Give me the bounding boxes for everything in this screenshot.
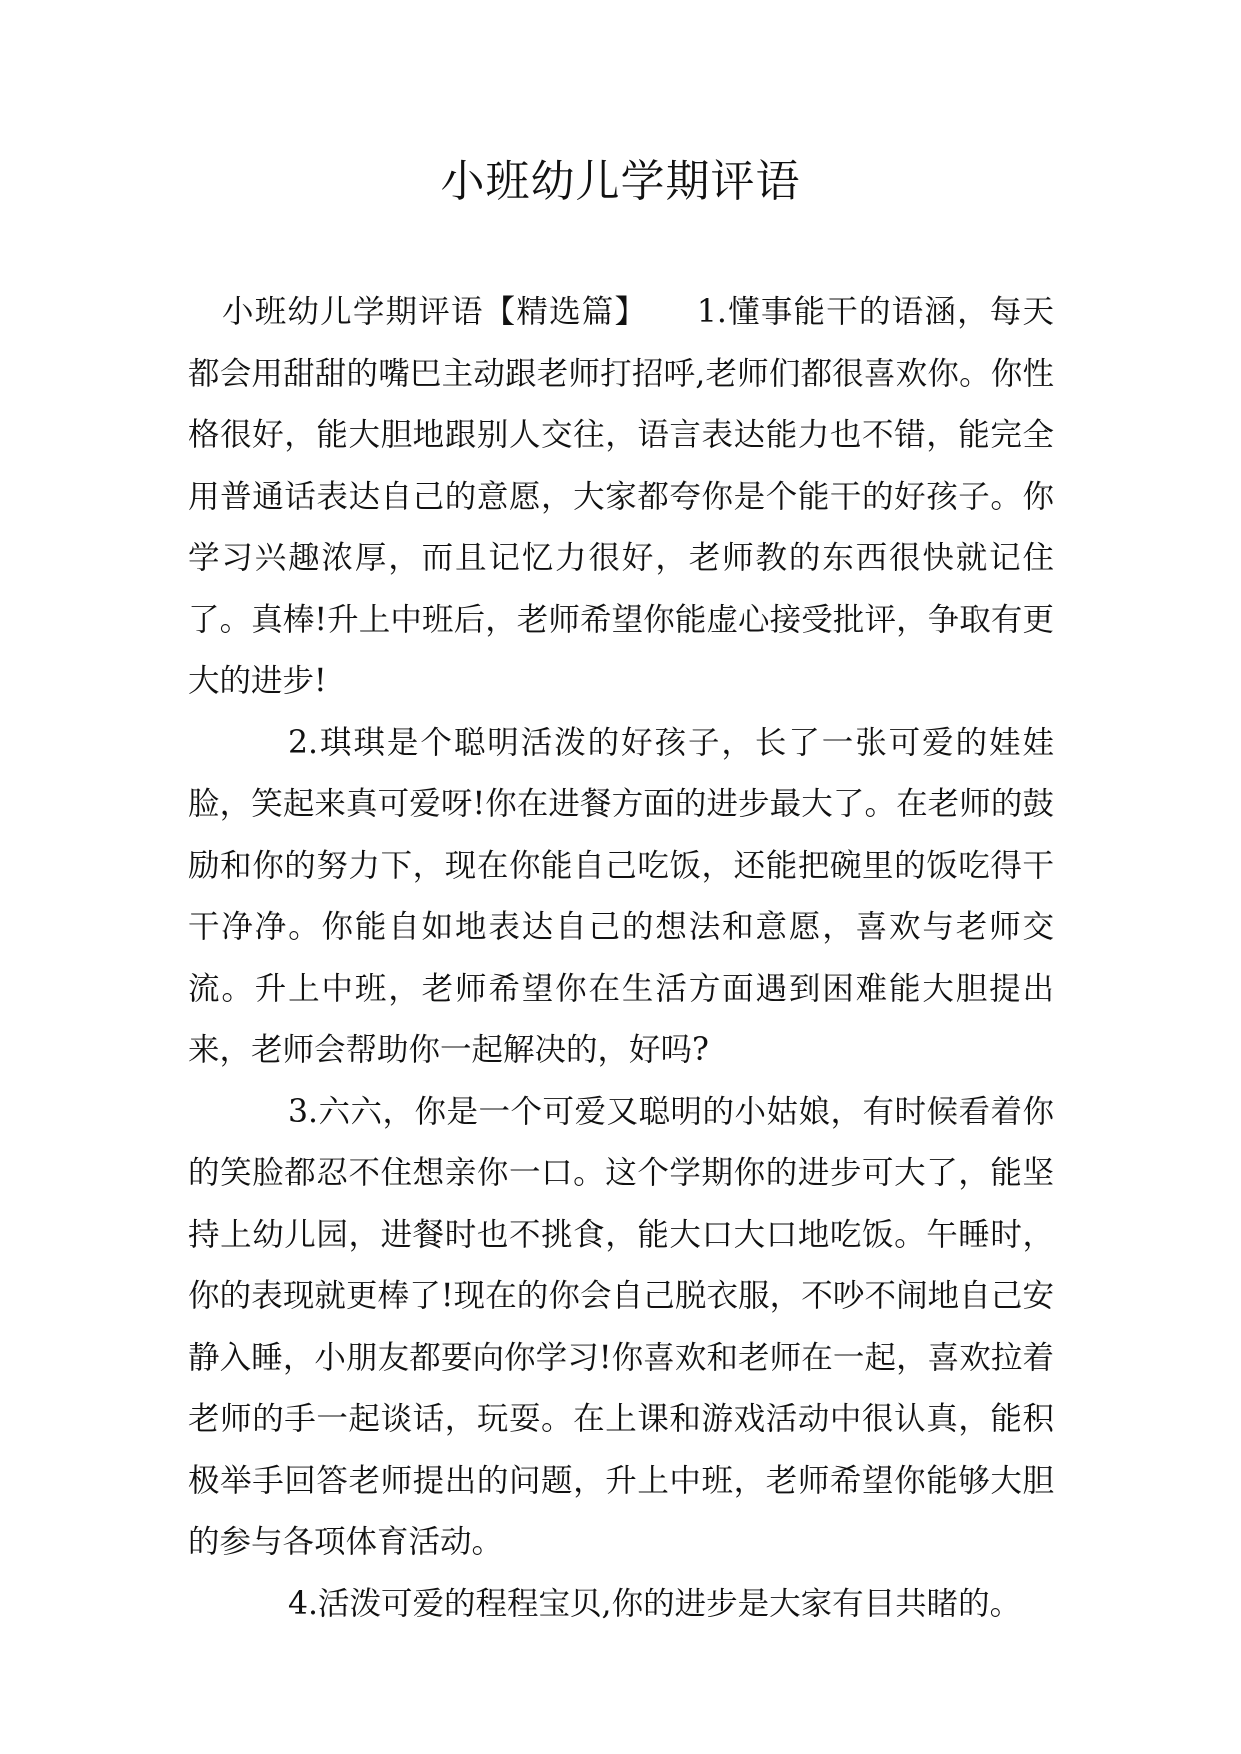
paragraph-comment-3: 3.六六，你是一个可爱又聪明的小姑娘，有时候看着你的笑脸都忍不住想亲你一口。这个学期你的进步可大了，能坚持上幼儿园，进餐时也不挑食，能大口大口地吃饭。午睡时，你的表现就更棒了!现在的你会自己脱衣服，不吵不闹地自己安静入睡，小朋友都要向你学习!你喜欢和老师在一起，喜欢拉着老师的手一起谈话，玩耍。在上课和游戏活动中很认真，能积极举手回答老师提出的问题，升上中班，老师希望你能够大胆的参与各项体育活动。 — [188, 1093, 1054, 1560]
document-body — [188, 282, 1054, 1635]
paragraph-intro-comment-1: 小班幼儿学期评语【精选篇】 1.懂事能干的语涵，每天都会用甜甜的嘴巴主动跟老师打招呼,老师们都很喜欢你。你性格很好，能大胆地跟别人交往，语言表达能力也不错，能完全用普通话表达自己的意愿，大家都夸你是个能干的好孩子。你学习兴趣浓厚，而且记忆力很好，老师教的东西很快就记住了。真棒!升上中班后，老师希望你能虚心接受批评，争取有更大的进步! — [188, 294, 1054, 699]
paragraph-comment-2: 2.琪琪是个聪明活泼的好孩子，长了一张可爱的娃娃脸，笑起来真可爱呀!你在进餐方面的进步最大了。在老师的鼓励和你的努力下，现在你能自己吃饭，还能把碗里的饭吃得干干净净。你能自如地表达自己的想法和意愿，喜欢与老师交流。升上中班，老师希望你在生活方面遇到困难能大胆提出来，老师会帮助你一起解决的，好吗? — [188, 724, 1054, 1068]
document-title: 小班幼儿学期评语 — [440, 156, 801, 207]
paragraph-comment-4: 4.活泼可爱的程程宝贝,你的进步是大家有目共睹的。 — [288, 1585, 1022, 1622]
